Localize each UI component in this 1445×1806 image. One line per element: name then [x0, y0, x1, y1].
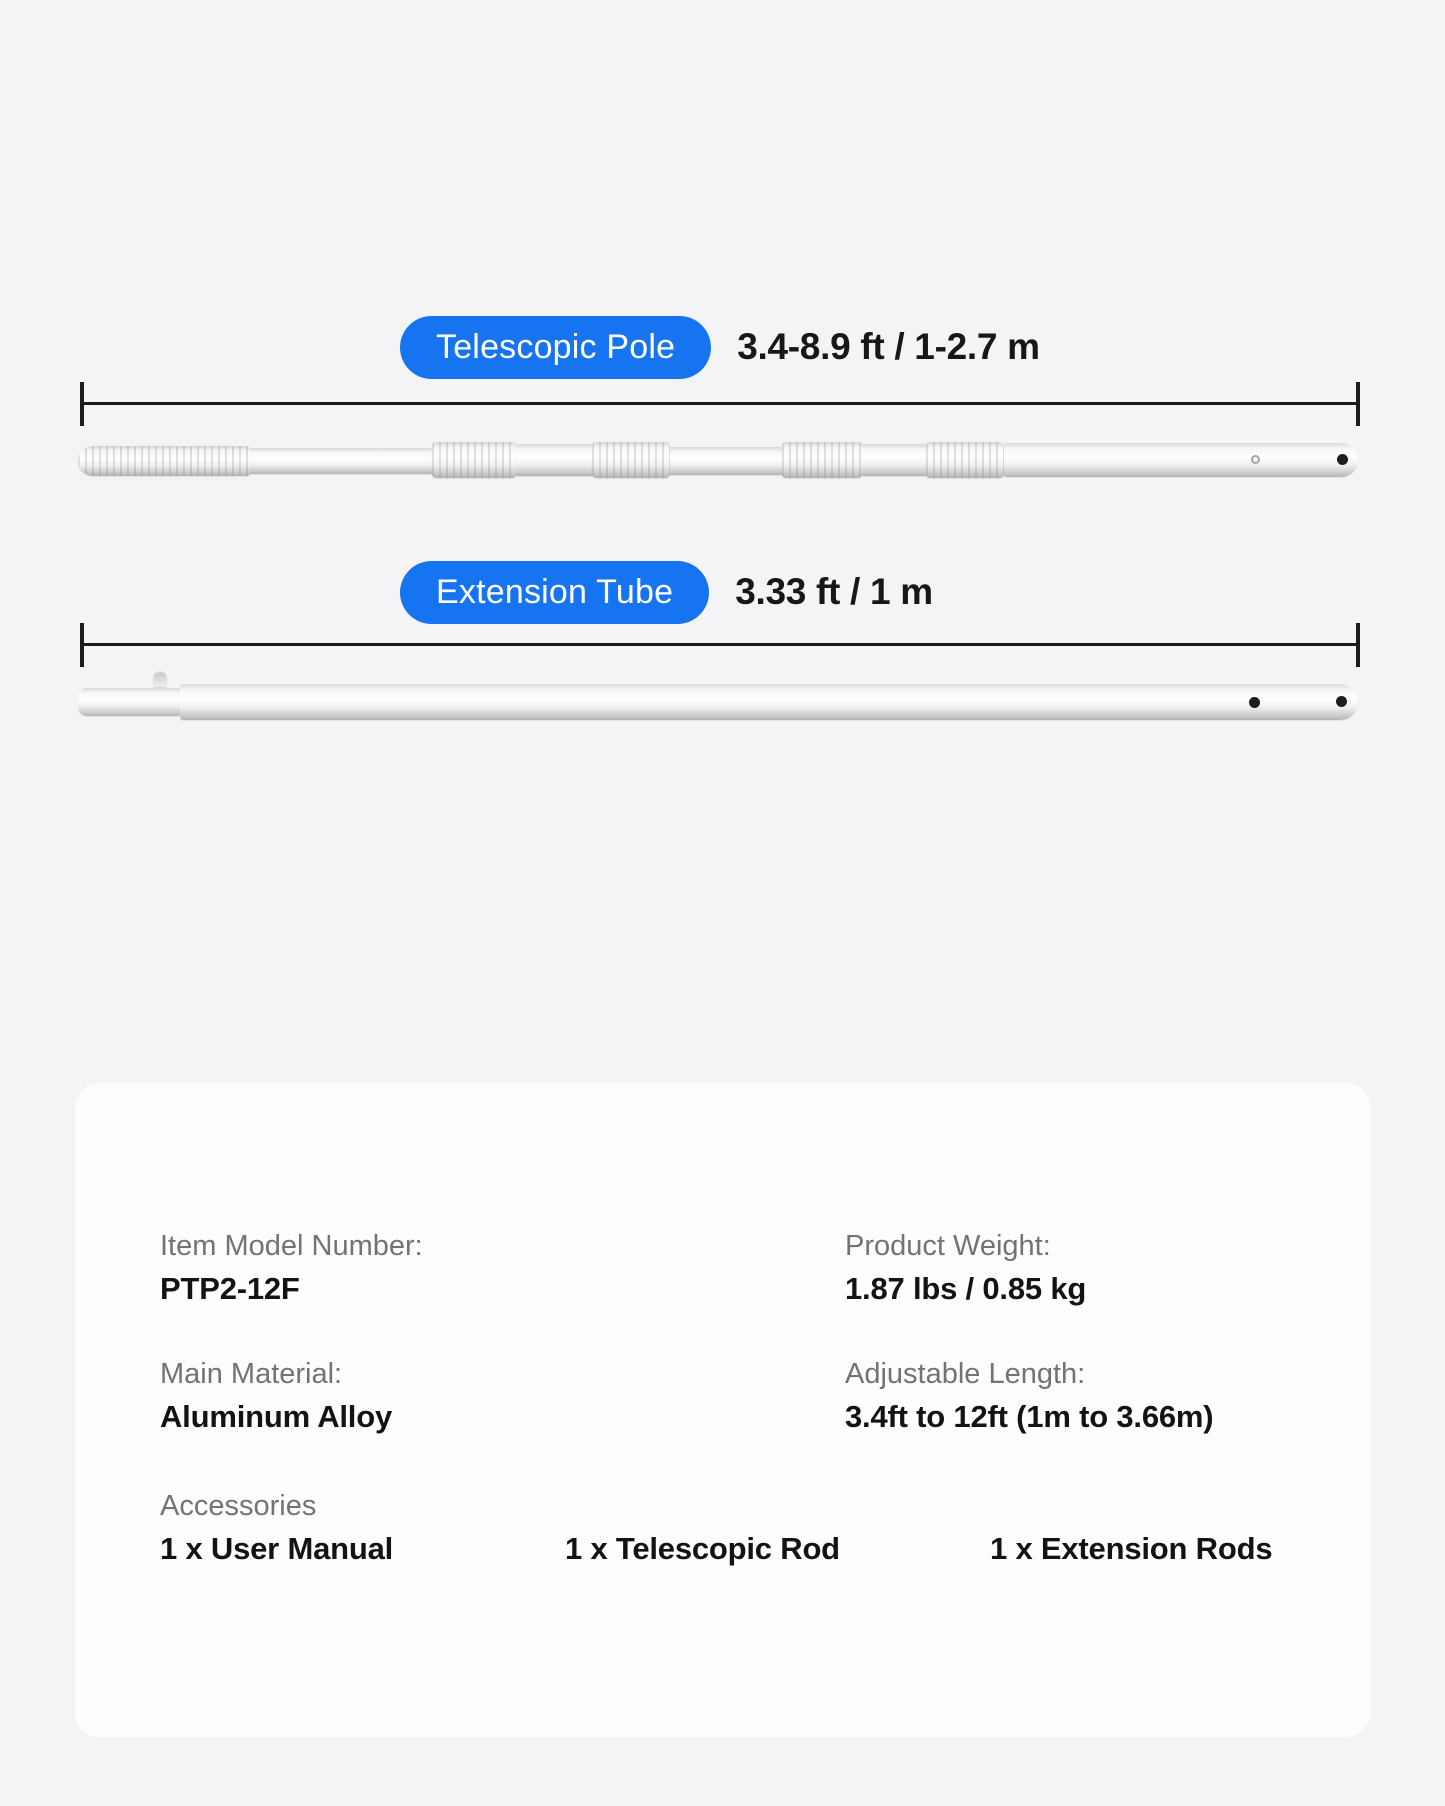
tube-adjustment-hole-2: [1336, 696, 1347, 707]
telescopic-pole-measurement: 3.4-8.9 ft / 1-2.7 m: [737, 326, 1040, 367]
extension-tube-dimension-tick-right: [1356, 623, 1360, 667]
accessory-item-user-manual: 1 x User Manual: [160, 1531, 394, 1566]
tube-end-stub: [78, 688, 180, 716]
product-weight-value: 1.87 lbs / 0.85 kg: [845, 1271, 1087, 1306]
main-material-label: Main Material:: [160, 1358, 343, 1390]
extension-tube-dimension-tick-left: [80, 623, 84, 667]
adjustable-length-value: 3.4ft to 12ft (1m to 3.66m): [845, 1399, 1214, 1434]
telescopic-pole-label-row: [400, 315, 1040, 379]
pole-collar-band-2: [862, 444, 926, 476]
extension-tube-measurement: 3.33 ft / 1 m: [735, 571, 933, 612]
main-material-value: Aluminum Alloy: [160, 1399, 393, 1434]
telescopic-pole-dimension-line: [82, 402, 1358, 405]
telescopic-pole-dimension-tick-left: [80, 382, 84, 426]
telescopic-pole-badge: Telescopic Pole: [400, 316, 711, 379]
pole-collar-band-1: [516, 444, 592, 476]
product-weight-label: Product Weight:: [845, 1230, 1051, 1262]
adjustable-length-label: Adjustable Length:: [845, 1358, 1086, 1390]
pole-locking-collar-3: [782, 442, 862, 478]
spec-card: [75, 1083, 1370, 1737]
tube-adjustment-hole-1: [1249, 697, 1260, 708]
pole-handle-grip: [78, 446, 250, 476]
tube-body: [180, 684, 1358, 720]
accessories-label: Accessories: [160, 1490, 317, 1522]
pole-locking-collar-4: [926, 442, 1004, 478]
model-number-label: Item Model Number:: [160, 1230, 423, 1262]
pole-locking-collar-2: [592, 442, 670, 478]
pole-outer-tube: [1004, 443, 1358, 477]
model-number-value: PTP2-12F: [160, 1271, 300, 1306]
pole-adjustment-hole-outline: [1251, 455, 1260, 464]
pole-shaft-middle: [670, 447, 782, 475]
extension-tube-label-row: [400, 560, 933, 624]
pole-locking-collar-1: [432, 442, 516, 478]
telescopic-pole-dimension-tick-right: [1356, 382, 1360, 426]
extension-tube-badge: Extension Tube: [400, 561, 709, 624]
accessory-item-extension-rods: 1 x Extension Rods: [990, 1531, 1273, 1566]
pole-shaft-inner: [250, 448, 432, 474]
accessory-item-telescopic-rod: 1 x Telescopic Rod: [565, 1531, 840, 1566]
tube-snap-button: [153, 671, 167, 687]
extension-tube-dimension-line: [82, 643, 1358, 646]
pole-adjustment-hole: [1337, 454, 1348, 465]
